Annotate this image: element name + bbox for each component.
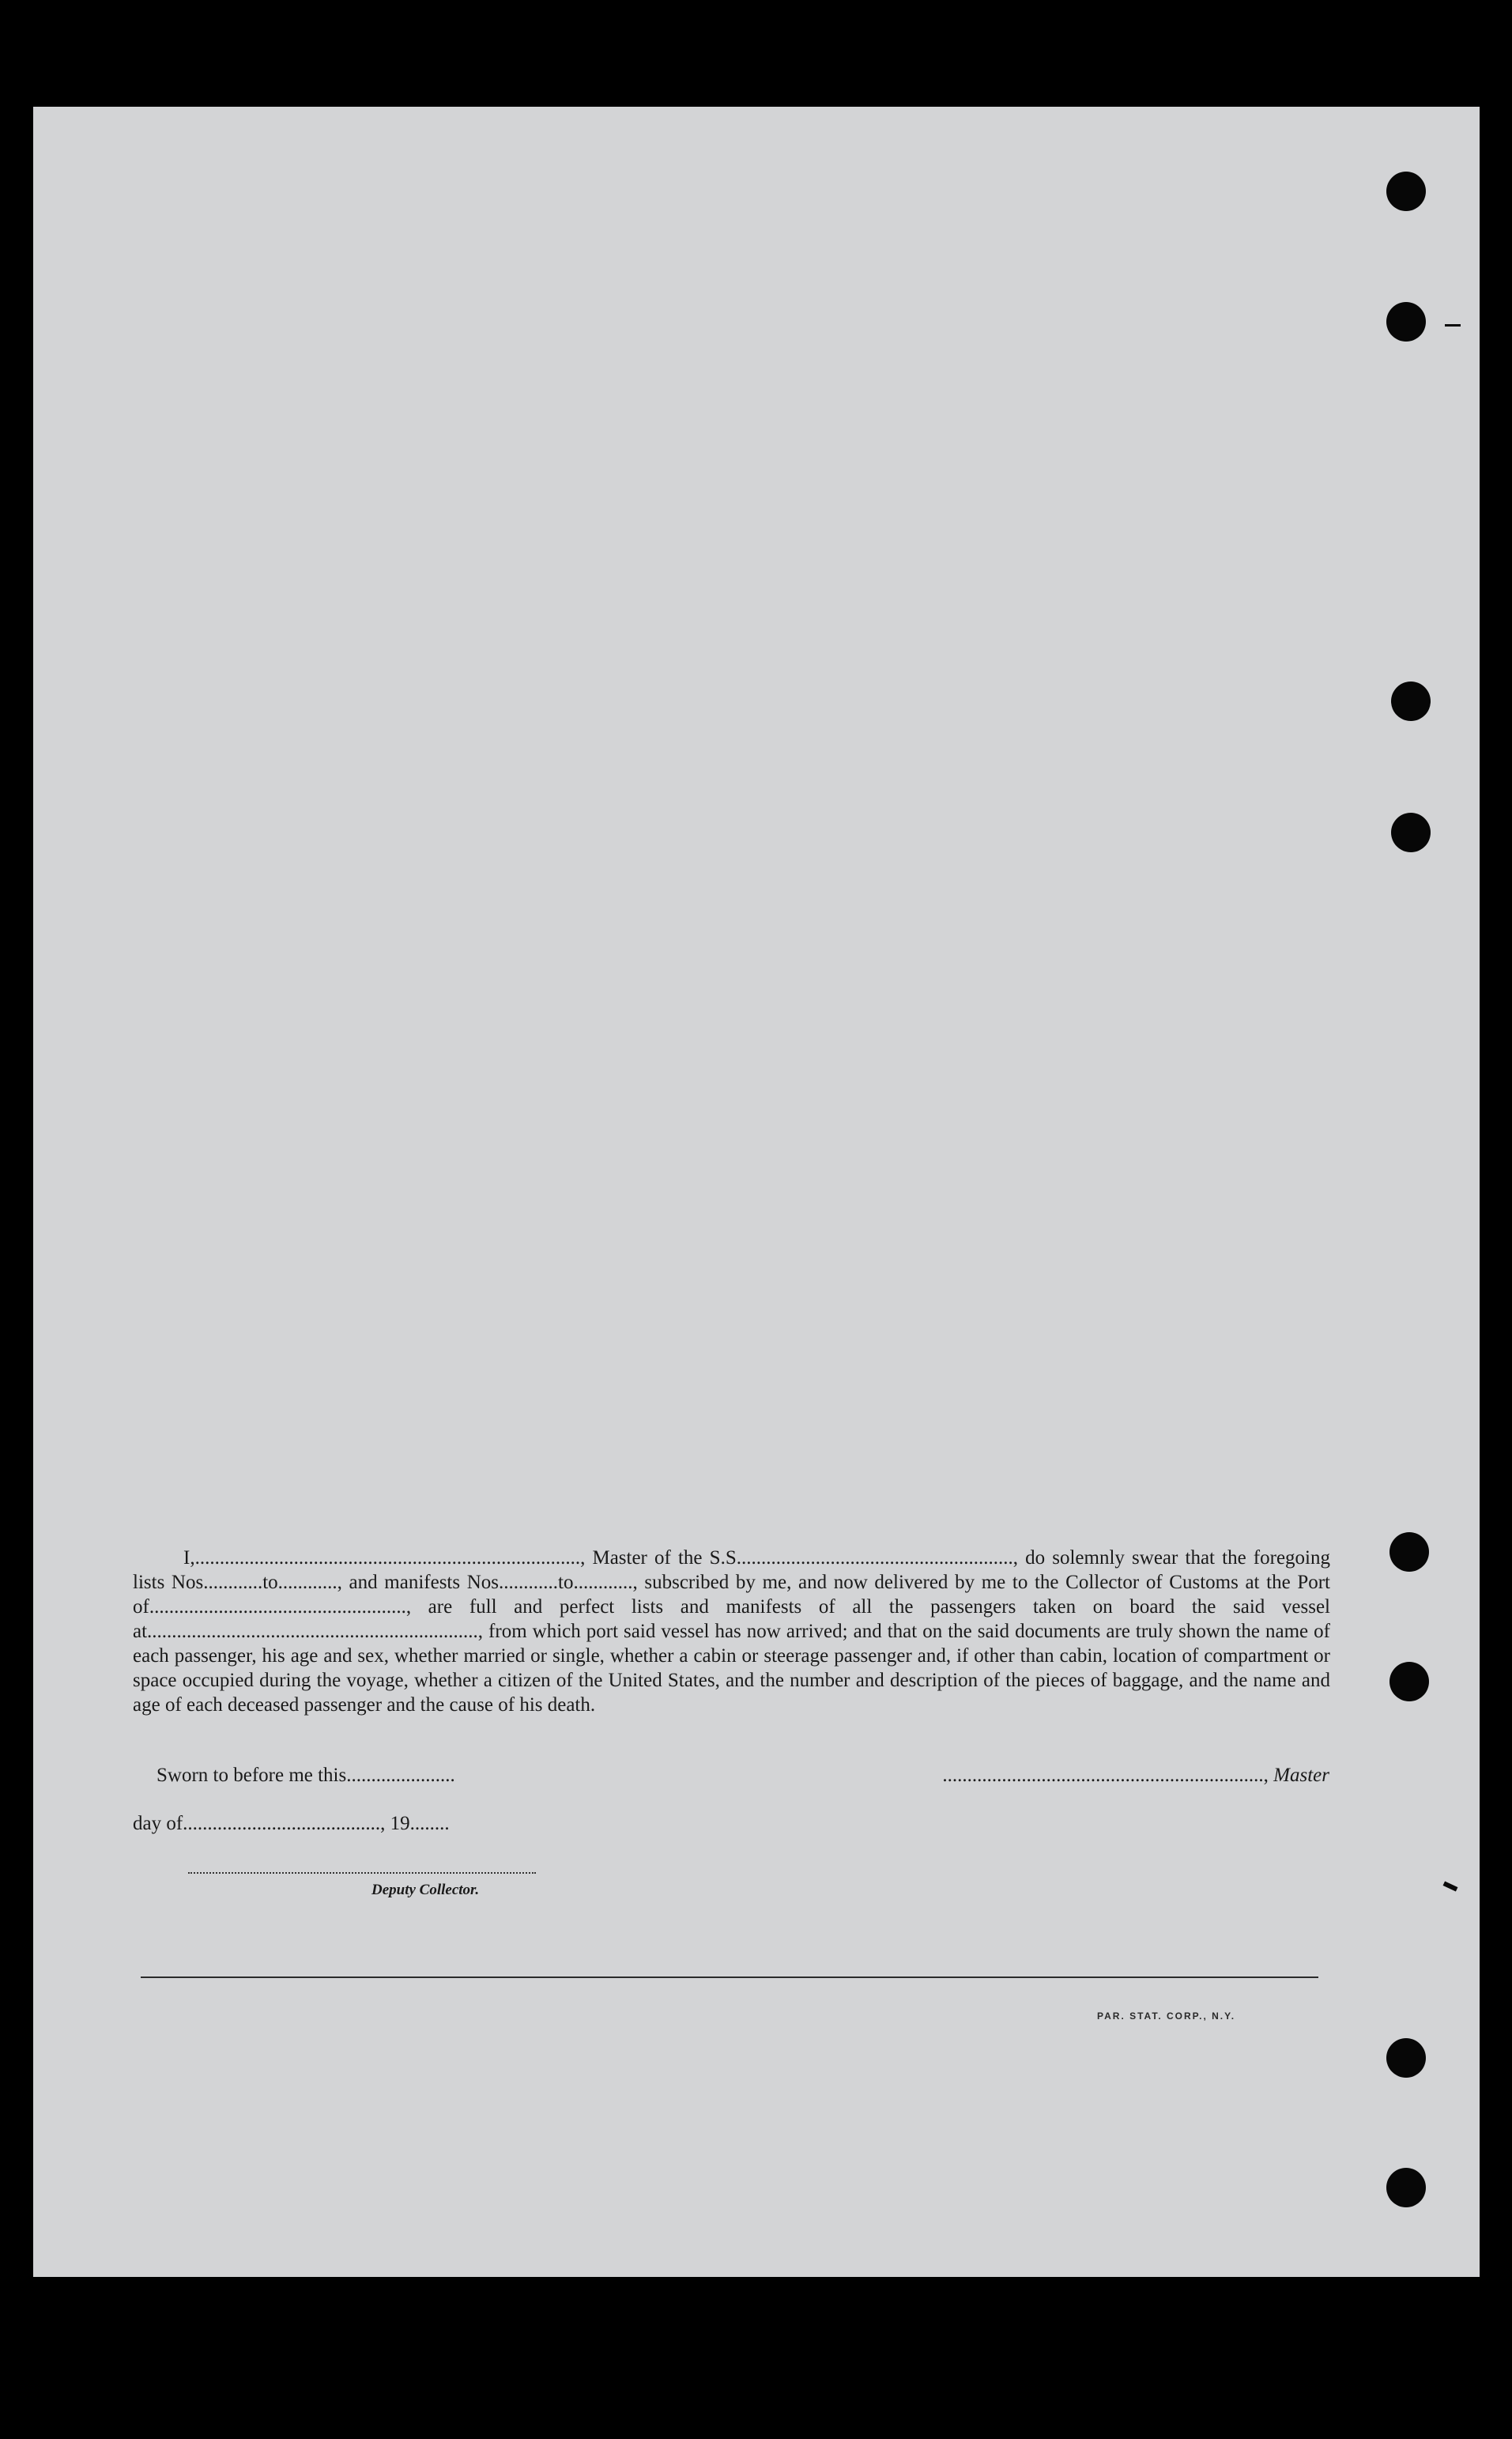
punch-hole-4 <box>1391 813 1431 852</box>
punch-hole-1 <box>1386 172 1426 211</box>
manifest-back-page <box>33 107 1480 2277</box>
deputy-collector-label: Deputy Collector. <box>371 1882 480 1898</box>
punch-hole-3 <box>1391 681 1431 721</box>
punch-hole-7 <box>1386 2038 1426 2078</box>
deputy-signature-line <box>188 1872 536 1874</box>
oath-paragraph: I,.............................................................................., Master of the S.S........................................................, do solemnly swear that the foregoing lists Nos............to............, and manifests Nos............to............, subscribed by me, and now delivered by me to the Collector of Customs at the Port of...................................................., are full and perfect lists and manifests of all the passengers taken on board the said vessel at..................................................................., from which port said vessel has now arrived; and that on the said documents are truly shown the name of each passenger, his age and sex, whether married or single, whether a cabin or steerage passenger and, if other than cabin, location of compartment or space occupied during the voyage, whether a citizen of the United States, and the number and description of the pieces of baggage, and the name and age of each deceased passenger and the cause of his death. <box>133 1547 1330 1716</box>
punch-hole-6 <box>1389 1662 1429 1701</box>
printer-imprint: PAR. STAT. CORP., N.Y. <box>1097 2010 1236 2022</box>
punch-hole-5 <box>1389 1532 1429 1572</box>
horizontal-rule <box>141 1976 1318 1978</box>
master-dots: ................................................................., <box>942 1765 1269 1786</box>
punch-hole-8 <box>1386 2168 1426 2207</box>
day-of-line: day of........................................, 19........ <box>133 1813 450 1834</box>
master-signature-line <box>846 1765 1329 1787</box>
punch-hole-2 <box>1386 302 1426 342</box>
master-label: Master <box>1273 1765 1329 1786</box>
sworn-line: Sworn to before me this...................... <box>156 1765 455 1786</box>
edge-mark <box>1445 324 1461 327</box>
